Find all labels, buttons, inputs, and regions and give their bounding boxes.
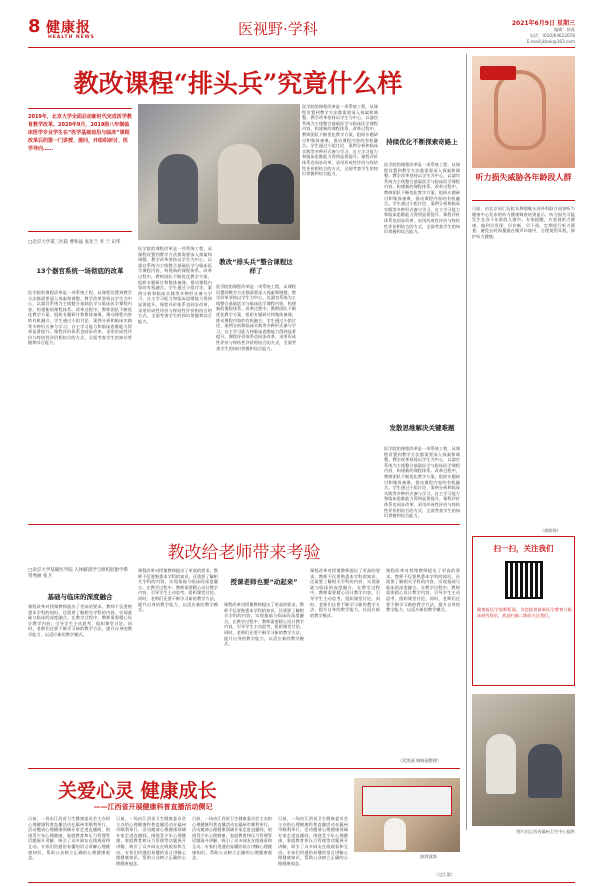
qr-code[interactable] (505, 561, 543, 599)
article2-subhead-1: 基础与临床的深度融合 (47, 593, 113, 601)
photo-figure (258, 164, 294, 224)
sidebar-banner (480, 66, 516, 80)
section-divider (28, 768, 460, 769)
article3-byline: （过江棠） (434, 872, 455, 877)
telephone: 电话：(010)64622078 (529, 33, 575, 38)
sidebar-photo (472, 694, 575, 826)
article1-subhead-2: 教改“排头兵”整合课程这样了 (219, 258, 293, 275)
photo-figure (218, 144, 262, 224)
article1-title: 教改课程“排头兵”究竟什么样 (73, 69, 403, 98)
sidebar-body: 日前，由北京同仁医院耳鼻咽喉头颈外科联合国家听力健康中心发布的听力健康调查结果显示，听力损失可能发生在各个年龄段人群中。专家提醒，应重视听力健康，做到早发现、早诊断、早干预，定期进行听力筛查，避免长时间暴露在噪声环境中，合理使用耳机，保护听力健康。 (472, 206, 575, 239)
ear-shape (494, 70, 546, 150)
article2-col5-body: 课程改革对授课教师提出了更高的要求。教师不仅要熟悉本学科的知识，还需要了解相关学科的内容，实现基础与临床的深度融合。在教学过程中，教师需要精心设计教学内容，引导学生主动思考，组织课堂讨论。同时，老师们还要不断学习新的教学方法，提升自身的教学能力，以适应新的教学模式。 (386, 568, 460, 613)
article1-col2-body: 医学院的课程改革是一项系统工程，从课程设置到教学方法都需要深入探索和调整。教学改革坚持以学生为中心，以器官系统为主线整合基础医学与临床医学课程内容，构建新的课程体系。改革过程中，教师团队不断优化教学方案，组织专题研讨和集体备课，推动课程内容的有机融合。学生通过小组讨论、案例分析和临床实践等多种形式参与学习，自主学习能力和临床思维能力得到显著提升。课程评价体系也同步改革，采用形成性评价与终结性评价相结合的方式，全面考查学生的知识掌握和综合能力。 (138, 246, 212, 324)
qr-note: 健康报医学视野版面，为您提供最新医学教育与临床研究资讯，欢迎扫描二维码关注我们。 (477, 607, 572, 618)
article2-col4-body: 课程改革对授课教师提出了更高的要求。教师不仅要熟悉本学科的知识，还需要了解相关学科的内容，实现基础与临床的深度融合。在教学过程中，教师需要精心设计教学内容，引导学生主动思考，组织课堂讨论。同时，老师们还要不断学习新的教学方法，提升自身的教学能力，以适应新的教学模式。 (310, 568, 380, 618)
article1-col5b-body: 医学院的课程改革是一项系统工程，从课程设置到教学方法都需要深入探索和调整。教学改革坚持以学生为中心，以器官系统为主线整合基础医学与临床医学课程内容，构建新的课程体系。改革过程中，教师团队不断优化教学方案，组织专题研讨和集体备课，推动课程内容的有机融合。学生通过小组讨论、案例分析和临床实践等多种形式参与学习，自主学习能力和临床思维能力得到显著提升。课程评价体系也同步改革，采用形成性评价与终结性评价相结合的方式，全面考查学生的知识掌握和综合能力。 (384, 446, 460, 518)
article2-col2-body: 课程改革对授课教师提出了更高的要求。教师不仅要熟悉本学科的知识，还需要了解相关学科的内容，实现基础与临床的深度融合。在教学过程中，教师需要精心设计教学内容，引导学生主动思考，组织课堂讨论。同时，老师们还要不断学习新的教学方法，提升自身的教学能力，以适应新的教学模式。 (138, 568, 218, 613)
issue-date: 2021年6月9日 星期三 (511, 20, 575, 27)
article2-col3-body: 课程改革对授课教师提出了更高的要求。教师不仅要熟悉本学科的知识，还需要了解相关学科的内容，实现基础与临床的深度融合。在教学过程中，教师需要精心设计教学内容，引导学生主动思考，组织课堂讨论。同时，老师们还要不断学习新的教学方法，提升自身的教学能力，以适应新的教学模式。 (224, 602, 304, 647)
article2-subhead-2: 授课老师也要“动起来” (230, 578, 298, 586)
photo-figure (486, 734, 516, 794)
article1-subhead-3: 持续优化不断探索奇路上 (386, 138, 458, 146)
article1-col4-body: 医学院的课程改革是一项系统工程，从课程设置到教学方法都需要深入探索和调整。教学改革坚持以学生为中心，以器官系统为主线整合基础医学与临床医学课程内容，构建新的课程体系。改革过程中，教师团队不断优化教学方案，组织专题研讨和集体备课，推动课程内容的有机融合。学生通过小组讨论、案例分析和临床实践等多种形式参与学习，自主学习能力和临床思维能力得到显著提升。课程评价体系也同步改革，采用形成性评价与终结性评价相结合的方式，全面考查学生的知识掌握和综合能力。 (302, 104, 378, 177)
logo: 健康报 (46, 20, 91, 36)
article1-subhead-1: 13个器官系统一场彻底的改革 (36, 267, 124, 275)
divider (466, 54, 467, 830)
article3-col2-body: 日前，一场由江西省卫生健康委员会主办的心理健康科普直播活动在赣州市顺利举行。活动邀请心理健康领域专家走进直播间，围绕青少年心理健康、家庭教育和压力管理等话题展开讲解，吸引了众多网友在线观看和互动。专家们用通俗易懂的语言讲解心理健康知识，帮助公众树立正确的心理健康观念。 (116, 816, 186, 866)
ear-illustration (472, 56, 575, 168)
teaching-photo (138, 104, 300, 240)
editor: 编辑：徐燕 (554, 27, 575, 32)
photo-figure (528, 744, 562, 798)
photo-figure (384, 818, 406, 850)
article1-lead-text: 2019年，北京大学全面启动新时代完成医学教育教学改革。2020年9月，2019级八年制临床医学专业学生在“医学基础前沿与临床”课程改革后的第一门讲授、提问，并组织研讨、医学导向…… (28, 114, 132, 152)
photo-figure (158, 154, 198, 224)
page-number: 8 (28, 16, 41, 37)
article1-byline: □北京大学第三医院 曹和晶 张亚兰 李 兰 田华 (28, 240, 121, 245)
article2-byline: □北京大学基础医学院 人体解剖学与组织胚胎学系 常秀丽 张卫 (28, 568, 129, 579)
article3-col1-body: 日前，一场由江西省卫生健康委员会主办的心理健康科普直播活动在赣州市顺利举行。活动邀请心理健康领域专家走进直播间，围绕青少年心理健康、家庭教育和压力管理等话题展开讲解，吸引了众多网友在线观看和互动。专家们用通俗易懂的语言讲解心理健康知识，帮助公众树立正确的心理健康观念。 (28, 816, 110, 861)
article3-subtitle: ——江西省开展健康科普直播活动侧记 (93, 803, 213, 811)
sidebar-promo-title: 听力损失威胁各年龄段人群 (475, 172, 572, 182)
sidebar-photo-caption: 图片由江西省赣州卫生中心提供 (516, 829, 575, 834)
article3-title: 关爱心灵 健康成长 (58, 780, 217, 802)
article3-col4-body: 日前，一场由江西省卫生健康委员会主办的心理健康科普直播活动在赣州市顺利举行。活动邀请心理健康领域专家走进直播间，围绕青少年心理健康、家庭教育和压力管理等话题展开讲解，吸引了众多网友在线观看和互动。专家们用通俗易懂的语言讲解心理健康知识，帮助公众树立正确的心理健康观念。 (278, 816, 348, 866)
article2-author-note: （武凯丽 韩晓丽整理） (398, 758, 442, 763)
article1-col1-body: 医学院的课程改革是一项系统工程，从课程设置到教学方法都需要深入探索和调整。教学改革坚持以学生为中心，以器官系统为主线整合基础医学与临床医学课程内容，构建新的课程体系。改革过程中，教师团队不断优化教学方案，组织专题研讨和集体备课，推动课程内容的有机融合。学生通过小组讨论、案例分析和临床实践等多种形式参与学习，自主学习能力和临床思维能力得到显著提升。课程评价体系也同步改革，采用形成性评价与终结性评价相结合的方式，全面考查学生的知识掌握和综合能力。 (28, 290, 132, 346)
section-title: 医视野·学科 (238, 20, 318, 38)
sidebar-rule (472, 200, 575, 201)
qr-box (472, 536, 575, 686)
article1-subhead-4: 发散思维解决关键难题 (389, 424, 455, 432)
livestream-photo-tag: 澎湃视频 (420, 854, 437, 859)
qr-title: 扫一扫，关注我们 (493, 544, 554, 553)
section-divider (28, 524, 460, 525)
masthead (28, 14, 575, 48)
article1-col3-body: 医学院的课程改革是一项系统工程，从课程设置到教学方法都需要深入探索和调整。教学改革坚持以学生为中心，以器官系统为主线整合基础医学与临床医学课程内容，构建新的课程体系。改革过程中，教师团队不断优化教学方案，组织专题研讨和集体备课，推动课程内容的有机融合。学生通过小组讨论、案例分析和临床实践等多种形式参与学习，自主学习能力和临床思维能力得到显著提升。课程评价体系也同步改革，采用形成性评价与终结性评价相结合的方式，全面考查学生的知识掌握和综合能力。 (216, 284, 296, 351)
email: E-mail:jkbxk@163.com (526, 39, 575, 44)
article1-lead (28, 108, 132, 232)
masthead-rule (28, 47, 575, 48)
livestream-photo (354, 778, 460, 852)
sidebar-byline: （郭婷婷） (540, 528, 561, 533)
article2-col1-body: 课程改革对授课教师提出了更高的要求。教师不仅要熟悉本学科的知识，还需要了解相关学科的内容，实现基础与临床的深度融合。在教学过程中，教师需要精心设计教学内容，引导学生主动思考，组织课堂讨论。同时，老师们还要不断学习新的教学方法，提升自身的教学能力，以适应新的教学模式。 (28, 604, 132, 637)
logo-english: HEALTH NEWS (48, 35, 95, 40)
photo-screen (362, 786, 452, 816)
article3-col3-body: 日前，一场由江西省卫生健康委员会主办的心理健康科普直播活动在赣州市顺利举行。活动邀请心理健康领域专家走进直播间，围绕青少年心理健康、家庭教育和压力管理等话题展开讲解，吸引了众多网友在线观看和互动。专家们用通俗易懂的语言讲解心理健康知识，帮助公众树立正确的心理健康观念。 (192, 816, 272, 861)
footer-rule (28, 882, 575, 883)
article1-col5-body: 医学院的课程改革是一项系统工程，从课程设置到教学方法都需要深入探索和调整。教学改革坚持以学生为中心，以器官系统为主线整合基础医学与临床医学课程内容，构建新的课程体系。改革过程中，教师团队不断优化教学方案，组织专题研讨和集体备课，推动课程内容的有机融合。学生通过小组讨论、案例分析和临床实践等多种形式参与学习，自主学习能力和临床思维能力得到显著提升。课程评价体系也同步改革，采用形成性评价与终结性评价相结合的方式，全面考查学生的知识掌握和综合能力。 (384, 162, 460, 235)
article2-title: 教改给老师带来考验 (167, 543, 321, 563)
